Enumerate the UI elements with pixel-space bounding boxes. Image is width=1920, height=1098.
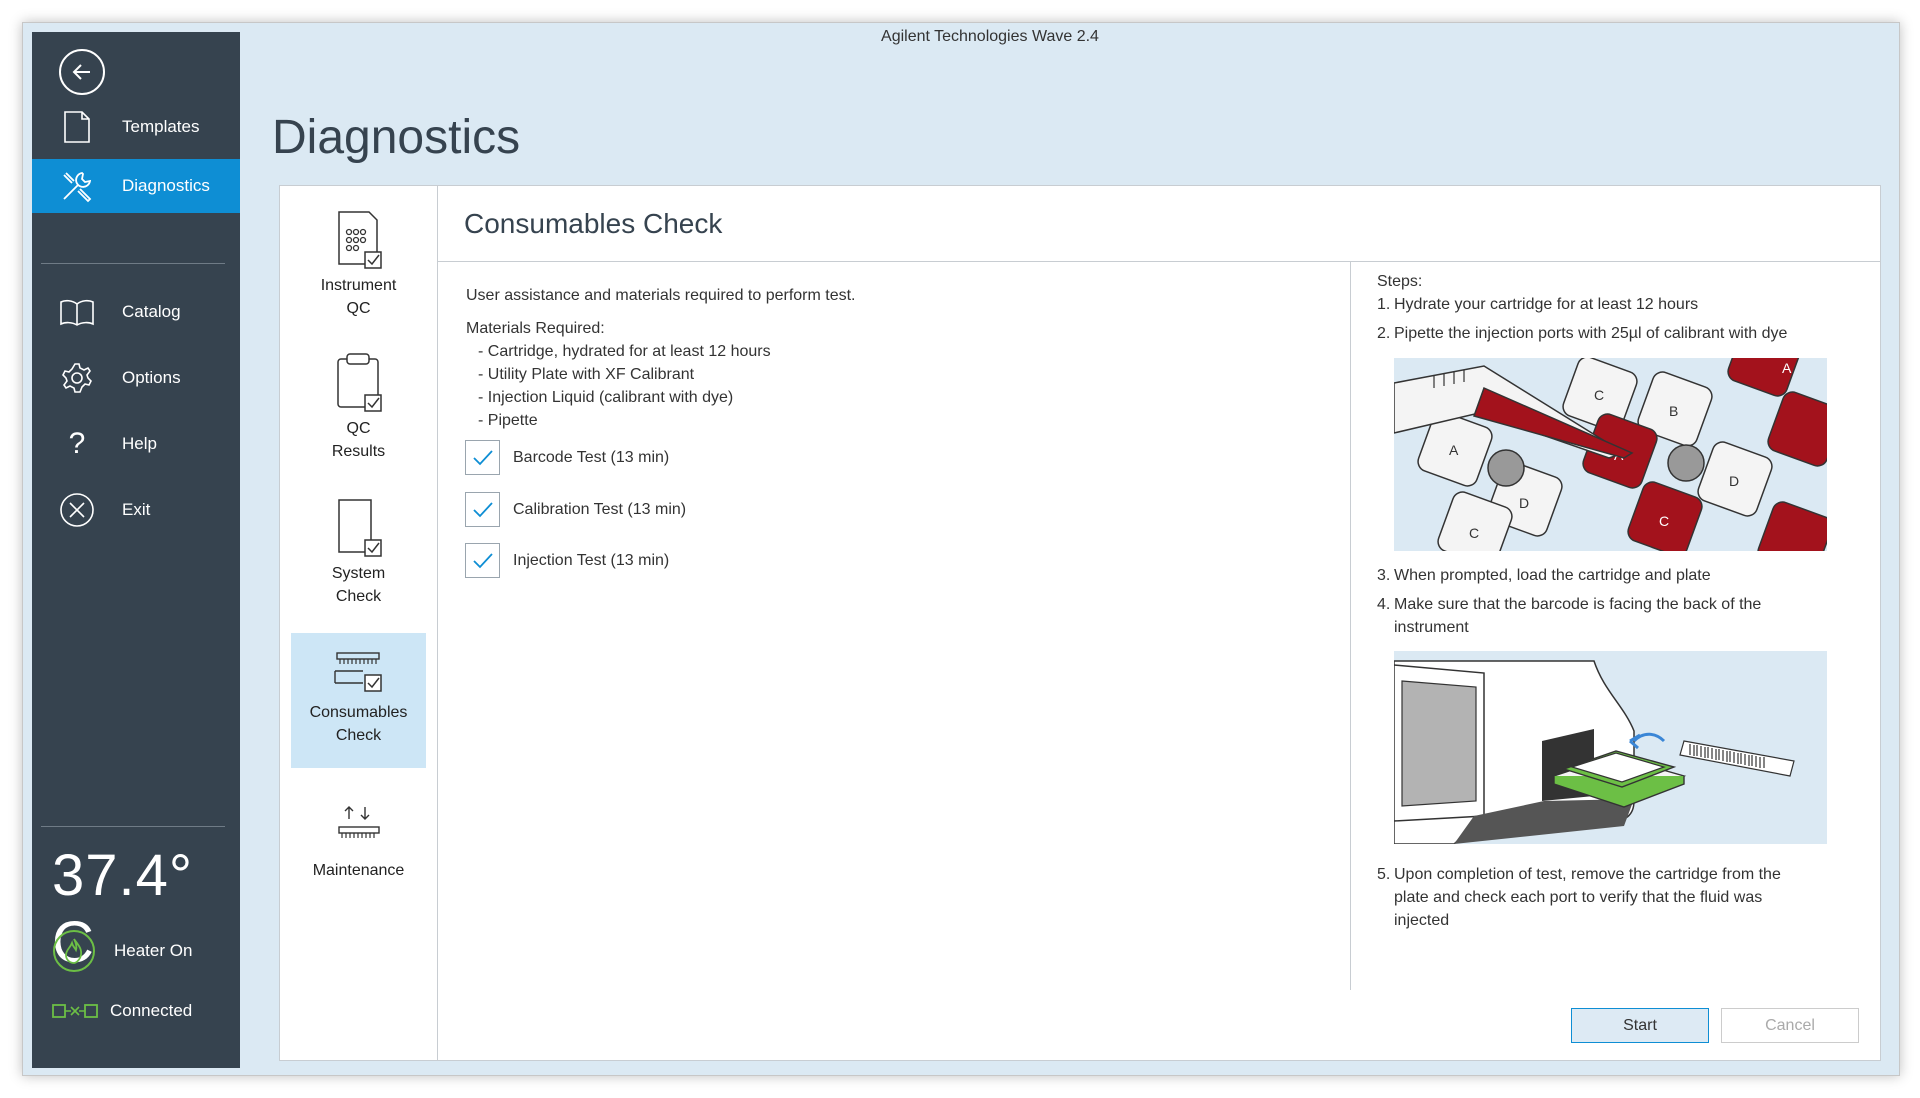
material-item: - Pipette	[478, 412, 538, 429]
system-check-icon	[333, 496, 385, 558]
subnav-maintenance[interactable]	[291, 791, 426, 926]
calibration-test-label: Calibration Test (13 min)	[513, 500, 687, 518]
clipboard-icon	[333, 351, 385, 413]
heater-status	[52, 929, 192, 973]
close-circle-icon	[59, 492, 95, 528]
step-text: Make sure that the barcode is facing the back of the	[1394, 596, 1762, 613]
calibration-test-checkbox[interactable]	[465, 492, 686, 527]
nav-diagnostics-label: Diagnostics	[122, 176, 210, 195]
step-text: When prompted, load the cartridge and plate	[1394, 567, 1711, 584]
consumables-icon	[331, 643, 387, 697]
connection-status	[52, 1001, 192, 1021]
nav-templates[interactable]	[32, 100, 240, 154]
heater-label: Heater On	[114, 941, 193, 960]
nav-help-label: Help	[122, 434, 157, 453]
nav-diagnostics[interactable]	[32, 159, 240, 213]
subnav-qc-results[interactable]	[291, 341, 426, 476]
nav-catalog-label: Catalog	[122, 302, 181, 321]
sidebar	[32, 32, 240, 1068]
nav-templates-label: Templates	[122, 117, 200, 136]
well-label-c: C	[1594, 387, 1605, 403]
plug-icon	[52, 1003, 98, 1019]
main-panel	[279, 185, 1881, 1061]
sidebar-divider-bottom	[41, 826, 225, 827]
flame-icon	[52, 929, 96, 973]
nav-help[interactable]	[32, 417, 240, 471]
material-item: - Injection Liquid (calibrant with dye)	[478, 389, 734, 406]
subnav-qc-results-line2: Results	[331, 443, 386, 460]
well-label-d: D	[1729, 473, 1740, 489]
checkbox[interactable]	[465, 543, 500, 578]
subnav-instrument-qc[interactable]	[291, 198, 426, 333]
document-icon	[63, 110, 91, 144]
window-title: Agilent Technologies Wave 2.4	[881, 28, 1099, 45]
subnav-consumables-check-line2: Check	[335, 727, 382, 744]
subnav-system-check[interactable]	[291, 486, 426, 621]
tools-icon	[60, 169, 94, 203]
material-item: - Cartridge, hydrated for at least 12 hours	[478, 343, 771, 360]
checkbox[interactable]	[465, 492, 500, 527]
steps-panel	[1352, 262, 1880, 990]
injection-test-label: Injection Test (13 min)	[513, 551, 670, 569]
sidebar-divider	[41, 263, 225, 264]
step-number: 3.	[1377, 567, 1391, 584]
content-title: Consumables Check	[464, 208, 723, 239]
checkmark-icon	[472, 500, 494, 520]
content-header	[438, 186, 1880, 262]
subnav-maintenance-line1: Maintenance	[312, 862, 405, 879]
footer-bar	[438, 990, 1880, 1060]
well-label-c: C	[1469, 525, 1480, 541]
book-icon	[59, 298, 95, 326]
subnav-qc-results-line1: QC	[346, 420, 371, 437]
injection-test-checkbox[interactable]	[465, 543, 669, 578]
checkbox[interactable]	[465, 440, 500, 475]
step-text: Pipette the injection ports with 25µl of calibrant with dye	[1394, 325, 1788, 342]
question-icon: ?	[68, 427, 86, 460]
subnav-system-check-line2: Check	[335, 588, 382, 605]
step-text: instrument	[1394, 619, 1469, 636]
step-text: Hydrate your cartridge for at least 12 hours	[1394, 296, 1699, 313]
diagnostics-subnav	[280, 186, 438, 1060]
material-item: - Utility Plate with XF Calibrant	[478, 366, 695, 383]
step-text: Upon completion of test, remove the cartridge from the	[1394, 866, 1781, 883]
nav-exit[interactable]	[32, 483, 240, 537]
cartridge-illustration	[1394, 358, 1827, 551]
steps-title: Steps:	[1377, 273, 1423, 290]
start-button[interactable]: Start	[1571, 1008, 1709, 1043]
arrow-left-icon	[70, 60, 94, 84]
gear-icon	[61, 362, 93, 394]
step-number: 2.	[1377, 325, 1391, 342]
barcode-test-label: Barcode Test (13 min)	[513, 448, 670, 466]
step-text: injected	[1394, 912, 1450, 929]
instrument-qc-icon	[333, 208, 385, 270]
barcode-test-checkbox[interactable]	[465, 440, 669, 475]
materials-title: Materials Required:	[466, 320, 605, 337]
step-number: 4.	[1377, 596, 1391, 613]
connection-label: Connected	[110, 1001, 193, 1020]
well-label-d: D	[1519, 495, 1530, 511]
cancel-button: Cancel	[1721, 1008, 1859, 1043]
step-number: 5.	[1377, 866, 1391, 883]
intro-text: User assistance and materials required to perform test.	[466, 287, 856, 304]
temperature-readout: 37.4° C	[52, 843, 194, 975]
maintenance-icon	[331, 801, 387, 855]
subnav-instrument-qc-line1: Instrument	[320, 277, 397, 294]
instrument-loading-illustration	[1394, 651, 1827, 844]
well-label-c: C	[1659, 513, 1670, 529]
checkmark-icon	[472, 448, 494, 468]
subnav-consumables-check-line1: Consumables	[309, 704, 408, 721]
subnav-system-check-line1: System	[331, 565, 386, 582]
page-title: Diagnostics	[272, 111, 521, 164]
nav-catalog[interactable]	[32, 285, 240, 339]
subnav-instrument-qc-line2: QC	[346, 300, 371, 317]
checkmark-icon	[472, 551, 494, 571]
materials-panel	[438, 262, 1351, 990]
well-label-b: B	[1669, 403, 1679, 419]
nav-options-label: Options	[122, 368, 181, 387]
back-button[interactable]	[59, 49, 105, 95]
nav-exit-label: Exit	[122, 500, 151, 519]
nav-options[interactable]	[32, 351, 240, 405]
subnav-consumables-check[interactable]	[291, 633, 426, 768]
well-label-a: A	[1782, 360, 1792, 376]
well-label-a: A	[1449, 442, 1459, 458]
step-text: plate and check each port to verify that the fluid was	[1394, 889, 1763, 906]
step-number: 1.	[1377, 296, 1391, 313]
